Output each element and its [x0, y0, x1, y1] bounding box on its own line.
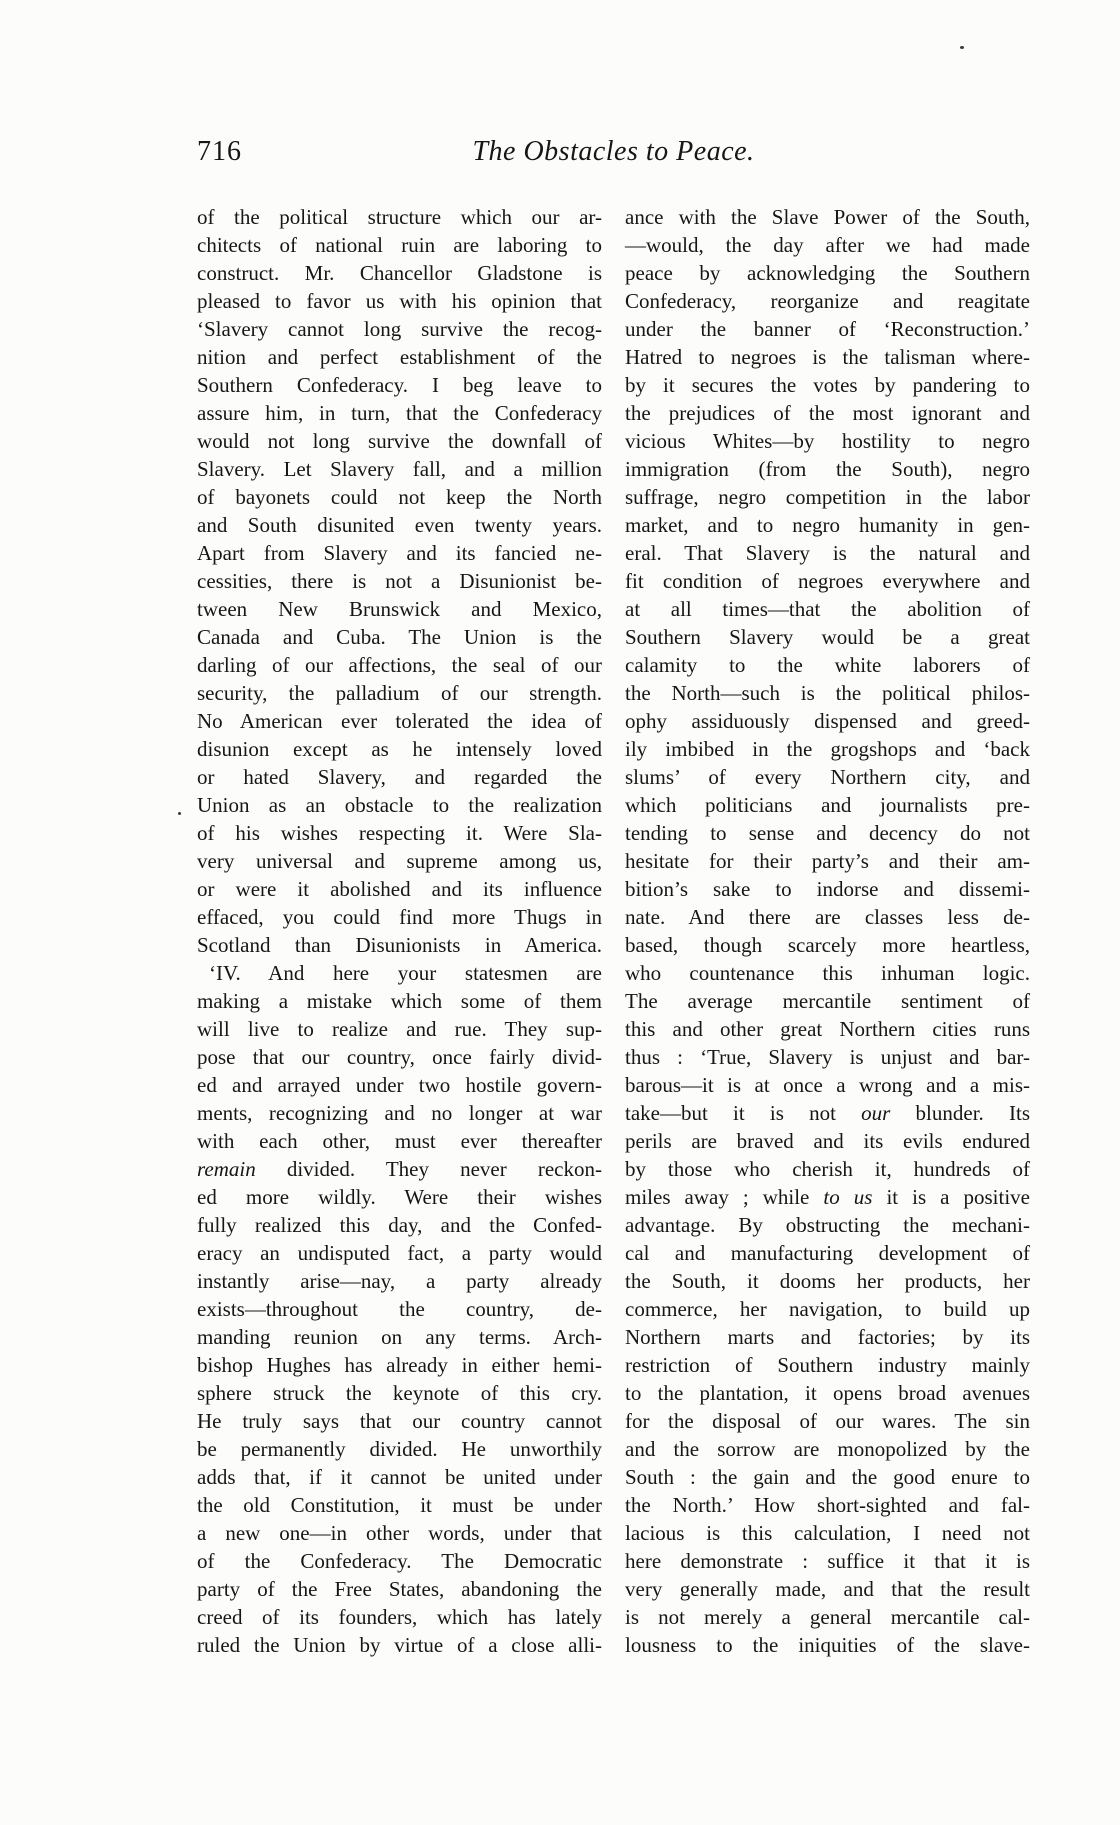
right-column: [625, 203, 1030, 1659]
text-line: tween New Brunswick and Mexico,: [197, 597, 602, 621]
text-line: or were it abolished and its influence: [197, 877, 602, 901]
text-line: by those who cherish it, hundreds of: [625, 1157, 1030, 1181]
text-line: of the Confederacy. The Democratic: [197, 1549, 602, 1573]
text-line: eracy an undisputed fact, a party would: [197, 1241, 602, 1265]
text-line: at all times—that the abolition of: [625, 597, 1030, 621]
text-line: peace by acknowledging the Southern: [625, 261, 1030, 285]
text-line: based, though scarcely more heartless,: [625, 933, 1030, 957]
text-line: will live to realize and rue. They sup-: [197, 1017, 602, 1041]
text-line: ophy assiduously dispensed and greed-: [625, 709, 1030, 733]
text-line: eral. That Slavery is the natural and: [625, 541, 1030, 565]
text-line: The average mercantile sentiment of: [625, 989, 1030, 1013]
text-line: vicious Whites—by hostility to negro: [625, 429, 1030, 453]
text-line: the prejudices of the most ignorant and: [625, 401, 1030, 425]
text-line: ed and arrayed under two hostile govern-: [197, 1073, 602, 1097]
text-line: with each other, must ever thereafter: [197, 1129, 602, 1153]
text-line: the North—such is the political philos-: [625, 681, 1030, 705]
text-line: market, and to negro humanity in gen-: [625, 513, 1030, 537]
text-line: party of the Free States, abandoning the: [197, 1577, 602, 1601]
text-line: the South, it dooms her products, her: [625, 1269, 1030, 1293]
text-line: nate. And there are classes less de-: [625, 905, 1030, 929]
text-line: No American ever tolerated the idea of: [197, 709, 602, 733]
text-line: ed more wildly. Were their wishes: [197, 1185, 602, 1209]
text-line: Scotland than Disunionists in America.: [197, 933, 602, 957]
text-line: perils are braved and its evils endured: [625, 1129, 1030, 1153]
text-line: ‘Slavery cannot long survive the recog-: [197, 317, 602, 341]
text-line: Apart from Slavery and its fancied ne-: [197, 541, 602, 565]
text-line: Slavery. Let Slavery fall, and a million: [197, 457, 602, 481]
text-line: of bayonets could not keep the North: [197, 485, 602, 509]
text-line: bition’s sake to indorse and dissemi-: [625, 877, 1030, 901]
text-line: for the disposal of our wares. The sin: [625, 1409, 1030, 1433]
text-line: and South disunited even twenty years.: [197, 513, 602, 537]
text-line: of the political structure which our ar-: [197, 205, 602, 229]
text-line: He truly says that our country cannot: [197, 1409, 602, 1433]
text-line: exists—throughout the country, de-: [197, 1297, 602, 1321]
text-line: Canada and Cuba. The Union is the: [197, 625, 602, 649]
text-line: of his wishes respecting it. Were Sla-: [197, 821, 602, 845]
text-line: construct. Mr. Chancellor Gladstone is: [197, 261, 602, 285]
text-line: disunion except as he intensely loved: [197, 737, 602, 761]
text-line: slums’ of every Northern city, and: [625, 765, 1030, 789]
text-line: assure him, in turn, that the Confederacy: [197, 401, 602, 425]
text-line: which politicians and journalists pre-: [625, 793, 1030, 817]
text-line: ‘IV. And here your statesmen are: [209, 961, 602, 985]
text-line: ments, recognizing and no longer at war: [197, 1101, 602, 1125]
text-line: instantly arise—nay, a party already: [197, 1269, 602, 1293]
text-line: effaced, you could find more Thugs in: [197, 905, 602, 929]
text-line: Southern Confederacy. I beg leave to: [197, 373, 602, 397]
text-line: —would, the day after we had made: [625, 233, 1030, 257]
text-line: calamity to the white laborers of: [625, 653, 1030, 677]
text-line: fit condition of negroes everywhere and: [625, 569, 1030, 593]
text-line: very universal and supreme among us,: [197, 849, 602, 873]
text-line: darling of our affections, the seal of our: [197, 653, 602, 677]
text-line: immigration (from the South), negro: [625, 457, 1030, 481]
text-line: to the plantation, it opens broad avenues: [625, 1381, 1030, 1405]
text-line: a new one—in other words, under that: [197, 1521, 602, 1545]
text-line: be permanently divided. He unworthily: [197, 1437, 602, 1461]
text-line: South : the gain and the good enure to: [625, 1465, 1030, 1489]
text-line: barous—it is at once a wrong and a mis-: [625, 1073, 1030, 1097]
text-line: remain divided. They never reckon-: [197, 1157, 602, 1181]
text-line: is not merely a general mercantile cal-: [625, 1605, 1030, 1629]
text-line: chitects of national ruin are laboring to: [197, 233, 602, 257]
text-line: who countenance this inhuman logic.: [625, 961, 1030, 985]
text-line: ance with the Slave Power of the South,: [625, 205, 1030, 229]
scan-speck: [960, 46, 964, 49]
text-line: ily imbibed in the grogshops and ‘back: [625, 737, 1030, 761]
text-line: Northern marts and factories; by its: [625, 1325, 1030, 1349]
text-line: very generally made, and that the result: [625, 1577, 1030, 1601]
text-line: the old Constitution, it must be under: [197, 1493, 602, 1517]
text-line: restriction of Southern industry mainly: [625, 1353, 1030, 1377]
text-line: suffrage, negro competition in the labor: [625, 485, 1030, 509]
text-line: fully realized this day, and the Confed-: [197, 1213, 602, 1237]
text-line: and the sorrow are monopolized by the: [625, 1437, 1030, 1461]
text-line: commerce, her navigation, to build up: [625, 1297, 1030, 1321]
text-line: this and other great Northern cities runs: [625, 1017, 1030, 1041]
page-header: [197, 136, 1030, 172]
text-line: would not long survive the downfall of: [197, 429, 602, 453]
text-line: Southern Slavery would be a great: [625, 625, 1030, 649]
text-line: lacious is this calculation, I need not: [625, 1521, 1030, 1545]
text-line: take—but it is not our blunder. Its: [625, 1101, 1030, 1125]
text-line: Union as an obstacle to the realization: [197, 793, 602, 817]
text-line: under the banner of ‘Reconstruction.’: [625, 317, 1030, 341]
text-line: lousness to the iniquities of the slave-: [625, 1633, 1030, 1657]
text-line: pleased to favor us with his opinion that: [197, 289, 602, 313]
text-line: cessities, there is not a Disunionist be-: [197, 569, 602, 593]
text-line: the North.’ How short-sighted and fal-: [625, 1493, 1030, 1517]
text-line: Hatred to negroes is the talisman where-: [625, 345, 1030, 369]
running-title: The Obstacles to Peace.: [472, 136, 755, 167]
text-line: Confederacy, reorganize and reagitate: [625, 289, 1030, 313]
text-line: nition and perfect establishment of the: [197, 345, 602, 369]
text-line: advantage. By obstructing the mechani-: [625, 1213, 1030, 1237]
text-line: miles away ; while to us it is a positive: [625, 1185, 1030, 1209]
text-line: adds that, if it cannot be united under: [197, 1465, 602, 1489]
left-column: [197, 203, 602, 1659]
text-line: ruled the Union by virtue of a close alli-: [197, 1633, 602, 1657]
text-line: creed of its founders, which has lately: [197, 1605, 602, 1629]
text-line: thus : ‘True, Slavery is unjust and bar-: [625, 1045, 1030, 1069]
page-number: 716: [197, 136, 242, 167]
text-line: tending to sense and decency do not: [625, 821, 1030, 845]
text-line: sphere struck the keynote of this cry.: [197, 1381, 602, 1405]
text-line: by it secures the votes by pandering to: [625, 373, 1030, 397]
text-line: making a mistake which some of them: [197, 989, 602, 1013]
text-line: manding reunion on any terms. Arch-: [197, 1325, 602, 1349]
text-columns: [197, 203, 1030, 1659]
text-line: bishop Hughes has already in either hemi-: [197, 1353, 602, 1377]
scan-speck: [178, 812, 181, 815]
text-line: security, the palladium of our strength.: [197, 681, 602, 705]
text-line: here demonstrate : suffice it that it is: [625, 1549, 1030, 1573]
text-line: cal and manufacturing development of: [625, 1241, 1030, 1265]
text-line: hesitate for their party’s and their am-: [625, 849, 1030, 873]
text-line: or hated Slavery, and regarded the: [197, 765, 602, 789]
text-line: pose that our country, once fairly divid-: [197, 1045, 602, 1069]
